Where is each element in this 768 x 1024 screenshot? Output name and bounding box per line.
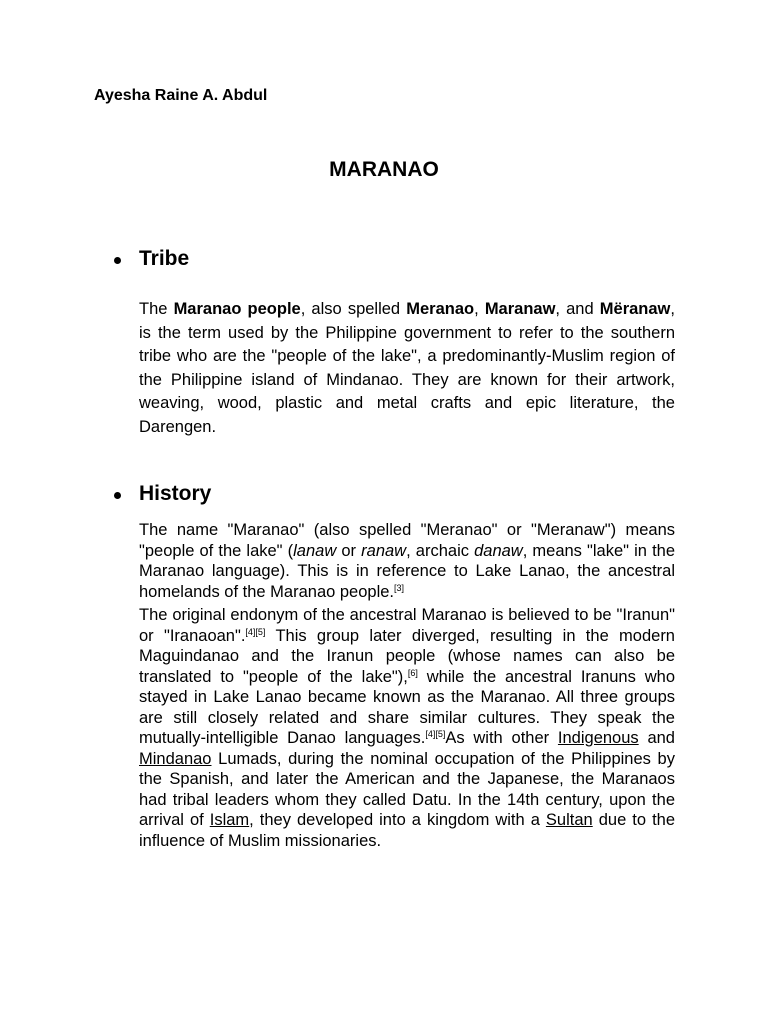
- text-run: The original endonym of the ancestral Maranao is believed to be "Iranun" or "Iranaoan".: [139, 606, 675, 645]
- section-heading-history: [114, 482, 211, 506]
- italic-term: lanaw: [293, 541, 337, 560]
- text-run: , means "lake" in the Maranao language). This is in reference to Lake Lanao, the ancestral homelands of the Maranao people.: [139, 541, 675, 601]
- section-heading-tribe: [114, 247, 189, 271]
- text-run: , they developed into a kingdom with a: [249, 811, 546, 829]
- text-run: Lumads, during the nominal occupation of the Philippines by the Spanish, and later the American and the Japanese, the Maranaos had tribal leaders whom they called Datu. In the 14th century, upon the arrival of: [139, 749, 675, 829]
- bullet-icon: [114, 492, 121, 499]
- link-sultan[interactable]: Sultan: [545, 811, 593, 829]
- section-heading-label: History: [139, 482, 212, 505]
- bold-term: Maranaw: [484, 300, 556, 318]
- text-run: The: [139, 300, 174, 318]
- history-paragraph-2: [139, 605, 675, 851]
- text-run: ,: [474, 300, 485, 318]
- text-run: while the ancestral Iranuns who stayed in Lake Lanao became known as the Maranao. All three groups are still closely related and share similar cultures. They speak the mutually-intelligible Danao languages.: [139, 667, 675, 747]
- text-run: and: [638, 729, 675, 747]
- section-heading-label: Tribe: [139, 247, 190, 270]
- italic-term: danaw: [474, 541, 523, 560]
- text-run: or: [336, 541, 362, 560]
- bullet-icon: [114, 257, 121, 264]
- bold-term: Mëranaw: [599, 300, 671, 318]
- text-run: , and: [555, 300, 600, 318]
- text-run: due to the influence of Muslim missionaries.: [139, 811, 676, 850]
- author-name: Ayesha Raine A. Abdul: [94, 87, 268, 104]
- citation-ref[interactable]: [4][5]: [245, 626, 266, 637]
- tribe-paragraph: [139, 298, 675, 439]
- text-run: , also spelled: [300, 300, 407, 318]
- bold-term: Meranao: [406, 300, 475, 318]
- text-run: The name "Maranao" (also spelled "Meranao" or "Meranaw") means "people of the lake" (: [139, 521, 675, 560]
- citation-ref[interactable]: [4][5]: [425, 729, 446, 739]
- text-run: As with other: [445, 729, 558, 747]
- citation-ref[interactable]: [6]: [407, 667, 418, 678]
- citation-ref[interactable]: [3]: [394, 582, 405, 593]
- link-mindanao[interactable]: Mindanao: [139, 749, 212, 768]
- history-paragraph-1: [139, 520, 675, 602]
- document-title: MARANAO: [329, 158, 439, 181]
- text-run: This group later diverged, resulting in the modern Maguindanao and the Iranun people (whose names can also be translated to "people of the lake"),: [139, 626, 675, 686]
- italic-term: ranaw: [361, 541, 407, 560]
- link-islam[interactable]: Islam: [209, 811, 250, 829]
- link-indigenous[interactable]: Indigenous: [557, 729, 639, 747]
- bold-term: Maranao people: [173, 300, 301, 318]
- text-run: , is the term used by the Philippine government to refer to the southern tribe who are the "people of the lake", a predominantly-Muslim region of the Philippine island of Mindanao. They are known for their artwork, weaving, wood, plastic and metal crafts and epic literature, the Darengen.: [139, 300, 675, 436]
- text-run: , archaic: [406, 541, 475, 560]
